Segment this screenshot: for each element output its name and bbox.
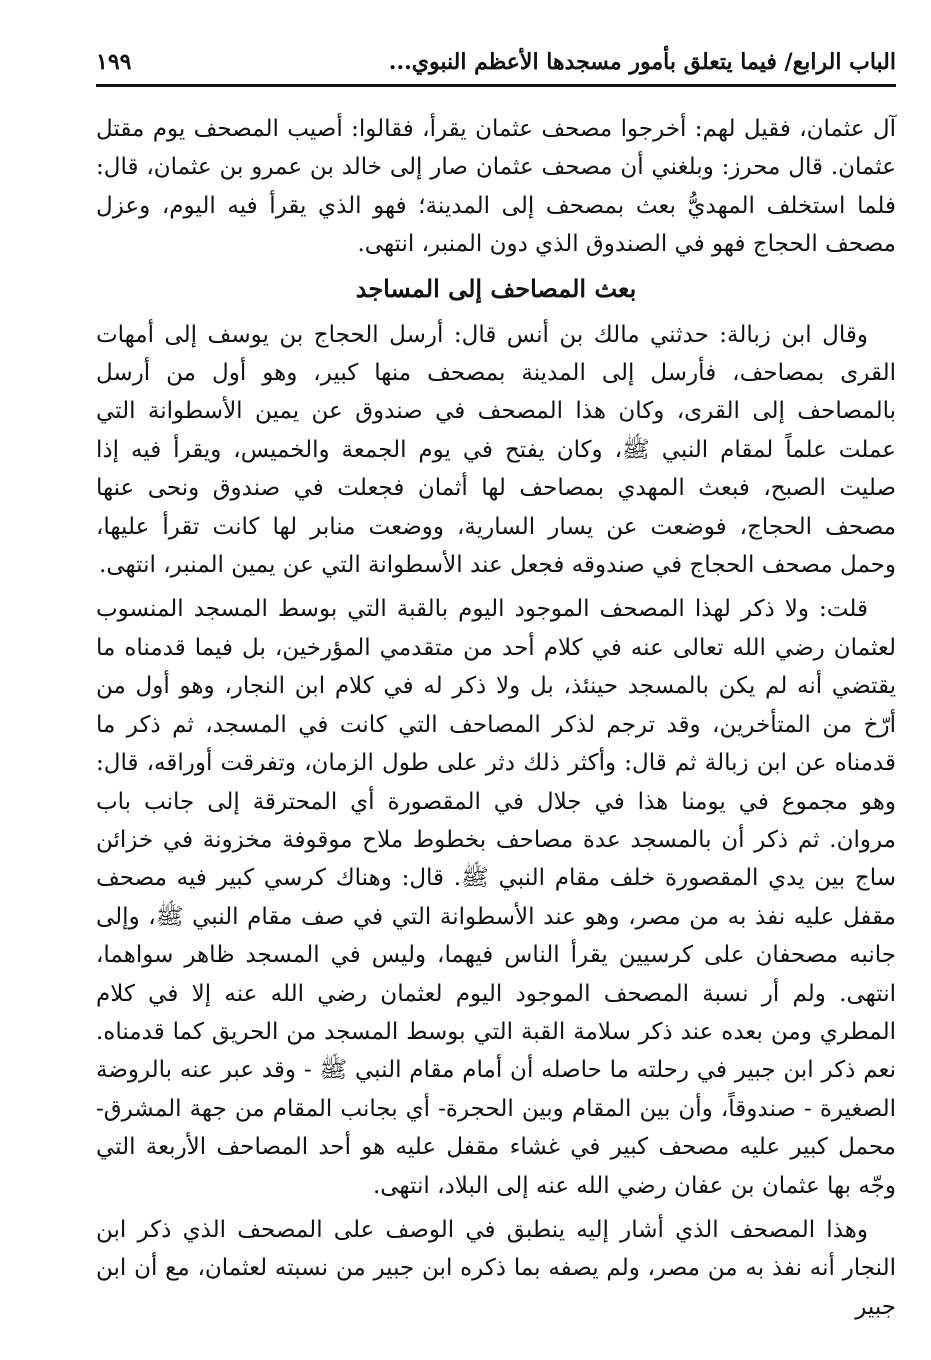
running-header: [96, 44, 896, 80]
paragraph-1: آل عثمان، فقيل لهم: أخرجوا مصحف عثمان يقرأ، فقالوا: أصيب المصحف يوم مقتل عثمان. قال محرز: وبلغني أن مصحف عثمان صار إلى خالد بن عمرو بن عثمان، قال: فلما استخلف المهديُّ بعث بمصحف إلى المدينة؛ فهو الذي يقرأ فيه اليوم، وعزل مصحف الحجاج فهو في الصندوق الذي دون المنبر، انتهى.: [96, 116, 896, 258]
page-body: [96, 110, 896, 1326]
chapter-title: الباب الرابع/ فيما يتعلق بأمور مسجدها الأعظم النبوي...: [388, 49, 896, 75]
header-divider: [96, 84, 896, 87]
paragraph-3: قلت: ولا ذكر لهذا المصحف الموجود اليوم بالقبة التي بوسط المسجد المنسوب لعثمان رضي الله تعالى عنه في كلام أحد من متقدمي المؤرخين، بل فيما قدمناه ما يقتضي أنه لم يكن بالمسجد حينئذ، بل ولا ذكر له في كلام ابن النجار، وهو أول من أرّخ من المتأخرين، وقد ترجم لذكر المصاحف التي كانت في المسجد، ثم ذكر ما قدمناه عن ابن زبالة ثم قال: وأكثر ذلك دثر على طول الزمان، وتفرقت أوراقه، قال: وهو مجموع في يومنا هذا في جلال في المقصورة أي المحترقة إلى جانب باب مروان. ثم ذكر أن بالمسجد عدة مصاحف بخطوط ملاح موقوفة مخزونة في خزائن ساج بين يدي المقصورة خلف مقام النبي ﷺ. قال: وهناك كرسي كبير فيه مصحف مقفل عليه نفذ به من مصر، وهو عند الأسطوانة التي في صف مقام النبي ﷺ، وإلى جانبه مصحفان على كرسيين يقرأ الناس فيهما، وليس في المسجد ظاهر سواهما، انتهى. ولم أر نسبة المصحف الموجود اليوم لعثمان رضي الله عنه إلا في كلام المطري ومن بعده عند ذكر سلامة القبة التي بوسط المسجد من الحريق كما قدمناه. نعم ذكر ابن جبير في رحلته ما حاصله أن أمام مقام النبي ﷺ - وقد عبر عنه بالروضة الصغيرة - صندوقاً، وأن بين المقام وبين الحجرة- أي بجانب المقام من جهة المشرق- محمل كبير عليه مصحف كبير في غشاء مقفل عليه هو أحد المصاحف الأربعة التي وجّه بها عثمان بن عفان رضي الله عنه إلى البلاد، انتهى.: [96, 596, 896, 1199]
paragraph-2: وقال ابن زبالة: حدثني مالك بن أنس قال: أرسل الحجاج بن يوسف إلى أمهات القرى بمصاحف، فأرسل إلى المدينة بمصحف منها كبير، وهو أول من أرسل بالمصاحف إلى القرى، وكان هذا المصحف في صندوق عن يمين الأسطوانة التي عملت علماً لمقام النبي ﷺ، وكان يفتح في يوم الجمعة والخميس، ويقرأ فيه إذا صليت الصبح، فبعث المهدي بمصاحف لها أثمان فجعلت في صندوق ونحى عنها مصحف الحجاج، فوضعت عن يسار السارية، ووضعت منابر لها كانت تقرأ عليها، وحمل مصحف الحجاج في صندوقه فجعل عند الأسطوانة التي عن يمين المنبر، انتهى.: [96, 321, 896, 579]
page-number: ١٩٩: [96, 49, 132, 75]
section-heading: بعث المصاحف إلى المساجد: [355, 273, 637, 303]
paragraph-4: وهذا المصحف الذي أشار إليه ينطبق في الوصف على المصحف الذي ذكر ابن النجار أنه نفذ به من مصر، ولم يصفه بما ذكره ابن جبير من نسبته لعثمان، مع أن ابن جبير: [96, 1216, 896, 1320]
